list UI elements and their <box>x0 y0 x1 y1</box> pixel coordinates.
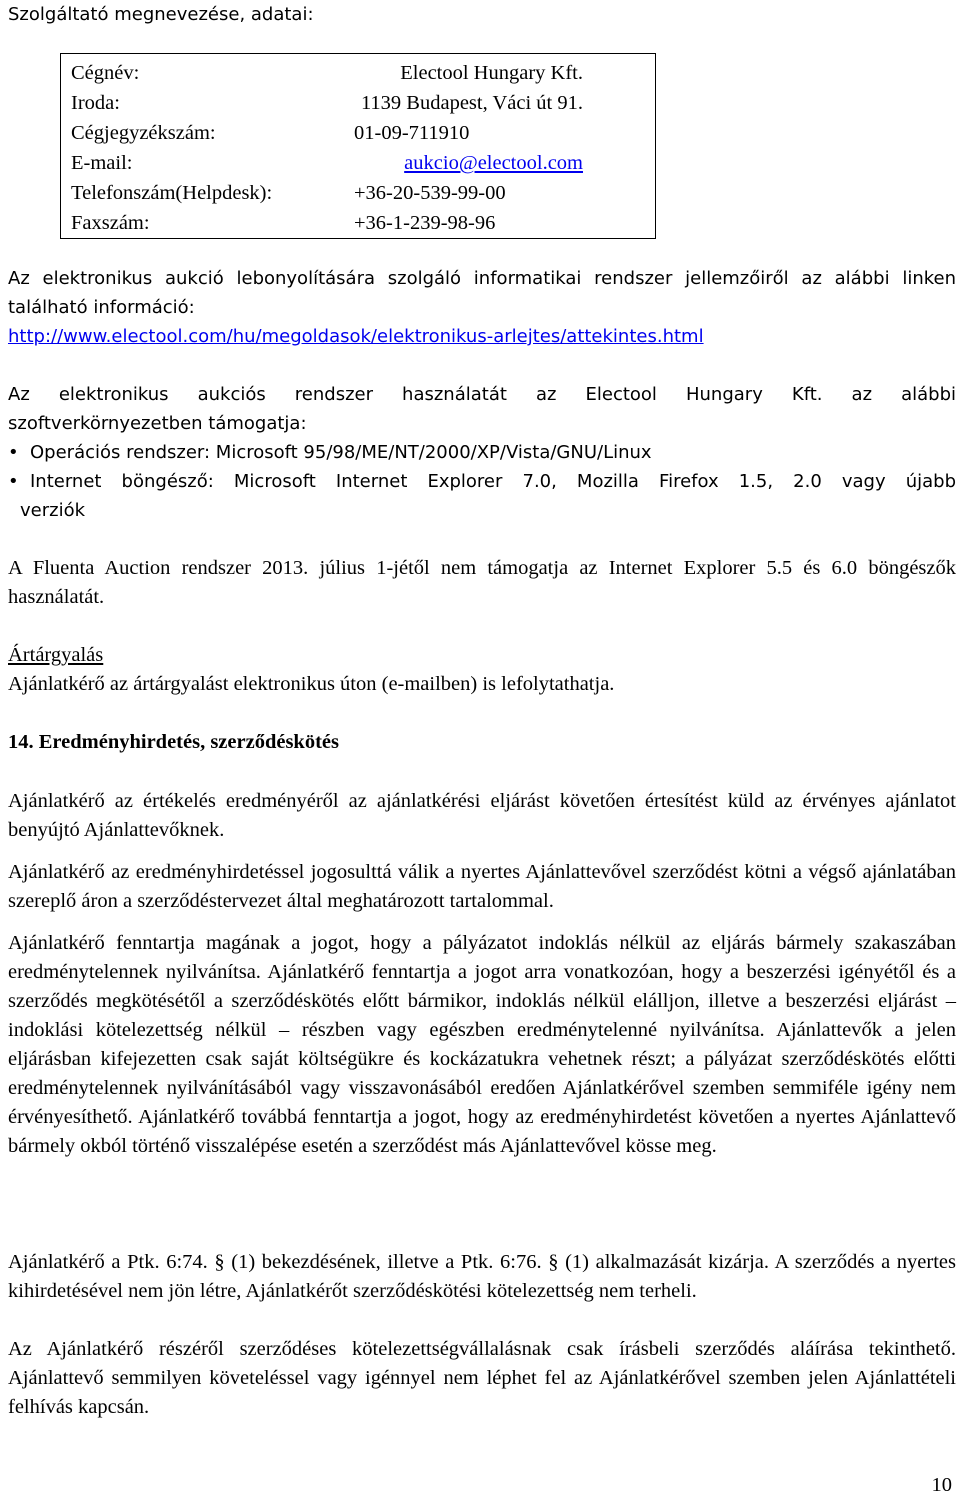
bullet-icon: • <box>8 471 19 492</box>
provider-value: 01-09-711910 <box>354 122 470 144</box>
provider-key: Cégnév: <box>71 62 140 84</box>
negotiation-text: Ajánlatkérő az ártárgyalást elektronikus úton (e-mailben) is lefolytathatja. <box>8 673 615 695</box>
provider-key: Faxszám: <box>71 212 150 234</box>
negotiation-heading: Ártárgyalás <box>8 644 104 666</box>
support-intro: Az elektronikus aukciós rendszer használatát az Electool Hungary Kft. az alábbi <box>8 384 956 405</box>
provider-value: +36-20-539-99-00 <box>354 182 506 204</box>
provider-key: Cégjegyzékszám: <box>71 122 216 144</box>
document-page: Szolgáltató megnevezése, adatai: Cégnév: Electool Hungary Kft. Iroda: 1139 Budapest, Váci út 91. Cégjegyzékszám: 01-09-711910 E-mail: aukcio@electool.com Telefonszám(Helpdesk): +36-20-539-99-00 Faxszám: +36-1-239-98-96 Az elektronikus aukció lebonyolítására szolgáló informatikai rendszer jellemzőiről az alábbi linken található információ: http://www.electool.com/hu/megoldasok/elektronikus-arlejtes/attekintes.html Az elektronikus aukciós rendszer használatát az Electool Hungary Kft. az alábbi szoftverkörnyezetben támogatja: • Operációs rendszer: Microsoft 95/98/ME/NT/2000/XP/Vista/GNU/Linux • Internet böngésző: Microsoft Internet Explorer 7.0, Mozilla Firefox 1.5, 2.0 vagy újabb verziók A Fluenta Auction rendszer 2013. július 1-jétől nem támogatja az Internet Explorer 5.5 és 6.0 böngészők használatát. Ártárgyalás Ajánlatkérő az ártárgyalást elektronikus úton (e-mailben) is lefolytathatja. 14. Eredményhirdetés, szerződéskötés Ajánlatkérő az értékelés eredményéről az ajánlatkérési eljárást követően értesítést küld az érvényes ajánlatot benyújtó Ajánlattevőknek. Ajánlatkérő az eredményhirdetéssel jogosulttá válik a nyertes Ajánlattevővel szerződést kötni a végső ajánlatában szereplő áron a szerződéstervezet által meghatározott tartalommal. Ajánlatkérő fenntartja magának a jogot, hogy a pályázatot indoklás nélkül az eljárás bármely szakaszában eredménytelennek nyilvánítsa. Ajánlatkérő fenntartja a jogot arra vonatkozóan, hogy a beszerzési igényétől és a szerződés megkötésétől a szerződéskötés előtt bármikor, indoklás nélkül elálljon, illetve a beszerzési eljárást – indoklási kötelezettség nélkül – részben vagy egészben eredménytelenné nyilvánítsa. Ajánlattevők a jelen eljárásban kifejezetten csak saját költségükre és kockázatukra vehetnek részt; a pályázat szerződéskötés előtti eredménytelennek nyilvánításából vagy visszavonásából eredően Ajánlatkérővel szemben semmiféle igény nem érvényesíthető. Ajánlatkérő továbbá fenntartja a jogot, hogy az eredményhirdetést követően a nyertes Ajánlattevő bármely okból történő visszalépése esetén a szerződést más Ajánlattevővel kösse meg. Ajánlatkérő a Ptk. 6:74. § (1) bekezdésének, illetve a Ptk. 6:76. § (1) alkalmazását kizárja. A szerződés a nyertes kihirdetésével nem jön létre, Ajánlatkérőt szerződéskötési kötelezettség nem terheli. Az Ajánlatkérő részéről szerződéses kötelezettségvállalásnak csak írásbeli szerződés aláírása tekinthető. Ajánlattevő semmilyen követeléssel vagy igénnyel nem léphet fel az Ajánlatkérővel szemben jelen Ajánlattételi felhívás kapcsán. 10 <box>0 0 960 1508</box>
provider-table <box>60 53 656 239</box>
paragraph: Ajánlatkérő az eredményhirdetéssel jogosulttá válik a nyertes Ajánlattevővel szerződést kötni a végső ajánlatában szereplő áron a szerződéstervezet által meghatározott tartalommal. <box>8 861 956 912</box>
provider-key: Iroda: <box>71 92 120 114</box>
table-row <box>61 54 656 89</box>
support-intro-cont: szoftverkörnyezetben támogatja: <box>8 413 307 434</box>
provider-value: Electool Hungary Kft. <box>400 62 583 84</box>
provider-label: Szolgáltató megnevezése, adatai: <box>8 4 314 25</box>
paragraph: Ajánlatkérő a Ptk. 6:74. § (1) bekezdésének, illetve a Ptk. 6:76. § (1) alkalmazását kizárja. A szerződés a nyertes kihirdetésével nem jön létre, Ajánlatkérőt szerződéskötési kötelezettség nem terheli. <box>8 1251 956 1302</box>
table-row <box>61 178 656 208</box>
fluenta-note: A Fluenta Auction rendszer 2013. július 1-jétől nem támogatja az Internet Explorer 5.5 és 6.0 böngészők használatát. <box>8 557 956 608</box>
paragraph: Ajánlatkérő fenntartja magának a jogot, hogy a pályázatot indoklás nélkül az eljárás bármely szakaszában eredménytelennek nyilvánítsa. Ajánlatkérő fenntartja a jogot arra vonatkozóan, hogy a beszerzési igényétől és a szerződés megkötésétől a szerződéskötés előtt bármikor, indoklás nélkül elálljon, illetve a beszerzési eljárást – indoklási kötelezettség nélkül – részben vagy egészben eredménytelenné nyilvánítsa. Ajánlattevők a jelen eljárásban kifejezetten csak saját költségükre és kockázatukra vehetnek részt; a pályázat szerződéskötés előtti eredménytelennek nyilvánításából vagy visszavonásából eredően Ajánlatkérővel szemben semmiféle igény nem érvényesíthető. Ajánlatkérő továbbá fenntartja a jogot, hogy az eredményhirdetést követően a nyertes Ajánlattevő bármely okból történő visszalépése esetén a szerződést más Ajánlattevővel kösse meg. <box>8 932 956 1157</box>
table-row <box>61 88 656 118</box>
email-link[interactable]: aukcio@electool.com <box>404 152 583 174</box>
info-link[interactable]: http://www.electool.com/hu/megoldasok/elektronikus-arlejtes/attekintes.html <box>8 326 704 347</box>
page-number: 10 <box>931 1474 952 1496</box>
table-row <box>61 148 656 178</box>
table-row <box>61 118 656 148</box>
table-row <box>61 208 656 239</box>
provider-value: +36-1-239-98-96 <box>354 212 496 234</box>
provider-value: 1139 Budapest, Váci út 91. <box>360 92 583 114</box>
provider-key: E-mail: <box>71 152 133 174</box>
paragraph: Az Ajánlatkérő részéről szerződéses kötelezettségvállalásnak csak írásbeli szerződés aláírása tekinthető. Ajánlattevő semmilyen követeléssel vagy igénnyel nem léphet fel az Ajánlatkérővel szemben jelen Ajánlattételi felhívás kapcsán. <box>8 1338 956 1418</box>
bullet-icon: • <box>8 442 19 463</box>
section-heading: 14. Eredményhirdetés, szerződéskötés <box>8 731 339 753</box>
info-text: Az elektronikus aukció lebonyolítására szolgáló informatikai rendszer jellemzőiről az alábbi linken található információ: <box>8 268 956 318</box>
paragraph: Ajánlatkérő az értékelés eredményéről az ajánlatkérési eljárást követően értesítést küld az érvényes ajánlatot benyújtó Ajánlattevőknek. <box>8 790 956 841</box>
provider-key: Telefonszám(Helpdesk): <box>71 182 273 204</box>
